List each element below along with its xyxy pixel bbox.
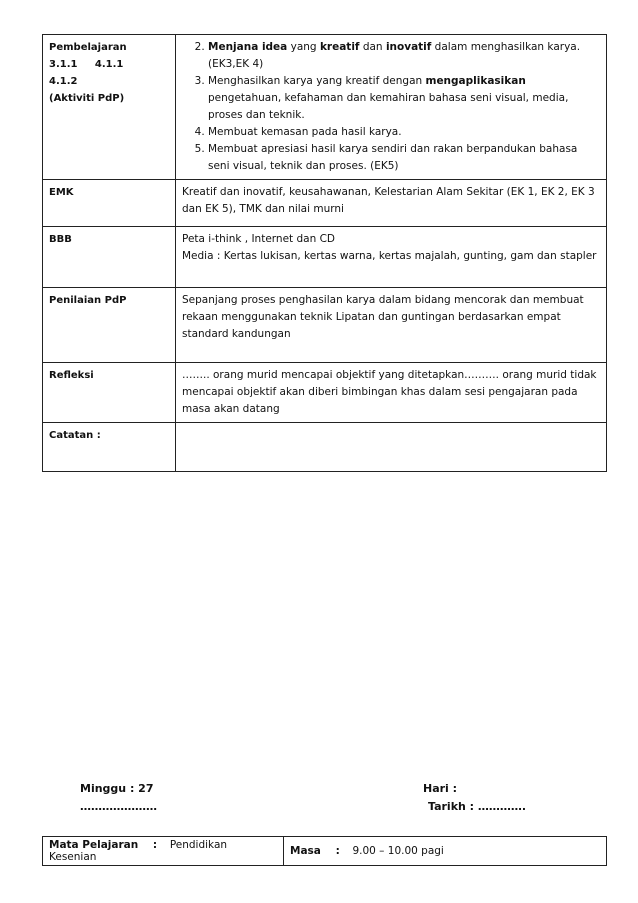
aktiviti-item-text: Menjana idea — [208, 41, 288, 53]
lesson-plan-table — [42, 34, 607, 472]
aktiviti-item-text: pengetahuan, kefahaman dan kemahiran bahasa seni visual, media, proses dan teknik. — [208, 92, 569, 121]
aktiviti-item-text: dan — [359, 41, 386, 53]
hari-label: Hari : — [423, 782, 458, 795]
masa-colon: : — [335, 845, 340, 857]
aktiviti-item-text: kreatif — [319, 41, 360, 53]
bbb-line-2: Media : Kertas lukisan, kertas warna, kertas majalah, gunting, gam dan stapler — [182, 250, 597, 262]
masa-cell — [284, 837, 607, 866]
mata-pelajaran-label: Mata Pelajaran — [49, 839, 139, 851]
row-catatan — [43, 423, 607, 472]
aktiviti-label: (Aktiviti PdP) — [49, 93, 125, 104]
aktiviti-list — [178, 39, 600, 175]
bbb-cell — [176, 227, 607, 288]
masa-label: Masa — [290, 845, 321, 857]
row-bbb — [43, 227, 607, 288]
row-penilaian — [43, 288, 607, 363]
aktiviti-item — [208, 73, 600, 124]
mata-colon: : — [152, 839, 158, 851]
minggu-label: Minggu : 27 — [80, 782, 154, 795]
subject-info-row — [43, 837, 607, 866]
aktiviti-item-text: Membuat apresiasi hasil karya sendiri dan rakan berpandukan bahasa seni visual, teknik dan proses. (EK5) — [208, 143, 578, 172]
catatan-label: Catatan : — [43, 423, 176, 472]
aktiviti-item-text: yang — [287, 41, 320, 53]
aktiviti-item-text: mengaplikasikan — [425, 75, 526, 87]
mata-pelajaran-cell — [43, 837, 284, 866]
refleksi-label: Refleksi — [43, 363, 176, 423]
emk-text: Kreatif dan inovatif, keusahawanan, Kelestarian Alam Sekitar (EK 1, EK 2, EK 3 dan EK 5), TMK dan nilai murni — [176, 180, 607, 227]
aktiviti-item-text: dalam menghasilkan karya. (EK3,EK 4) — [208, 41, 581, 70]
tarikh-label: Tarikh : …………. — [428, 800, 527, 813]
penilaian-label: Penilaian PdP — [43, 288, 176, 363]
aktiviti-item-text: Menghasilkan karya yang kreatif dengan — [208, 75, 426, 87]
row-pembelajaran — [43, 35, 607, 180]
aktiviti-item-text: Membuat kemasan pada hasil karya. — [208, 126, 402, 138]
emk-label: EMK — [43, 180, 176, 227]
catatan-text — [176, 423, 607, 472]
masa-value: 9.00 – 10.00 pagi — [352, 845, 444, 857]
aktiviti-item-text: inovatif — [385, 41, 432, 53]
minggu-dots: ………………… — [80, 800, 157, 813]
standard-codes-1: 3.1.1 4.1.1 — [49, 59, 124, 70]
standard-codes-2: 4.1.2 — [49, 76, 78, 87]
pembelajaran-label-cell — [43, 35, 176, 180]
penilaian-text: Sepanjang proses penghasilan karya dalam bidang mencorak dan membuat rekaan menggunakan teknik Lipatan dan guntingan berdasarkan empat standard kandungan — [176, 288, 607, 363]
subject-info-table — [42, 836, 607, 866]
bbb-label: BBB — [43, 227, 176, 288]
aktiviti-item — [208, 39, 600, 73]
row-emk — [43, 180, 607, 227]
mata-pelajaran-value: Pendidikan Kesenian — [49, 839, 228, 863]
aktiviti-item — [208, 124, 600, 141]
refleksi-text: …….. orang murid mencapai objektif yang ditetapkan………. orang murid tidak mencapai objektif akan diberi bimbingan khas dalam sesi pengajaran pada masa akan datang — [176, 363, 607, 423]
row-refleksi — [43, 363, 607, 423]
aktiviti-list-cell — [176, 35, 607, 180]
pembelajaran-label: Pembelajaran — [49, 42, 127, 53]
aktiviti-item — [208, 141, 600, 175]
bbb-line-1: Peta i-think , Internet dan CD — [182, 233, 335, 245]
